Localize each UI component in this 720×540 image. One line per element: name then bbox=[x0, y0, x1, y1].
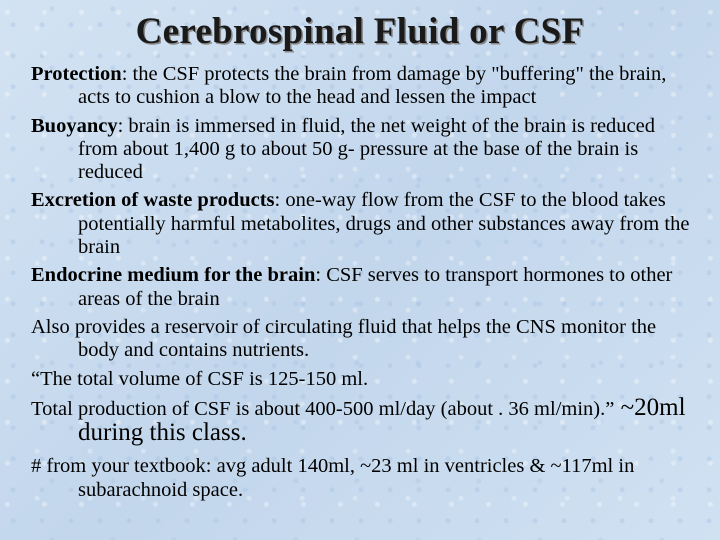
term-buoyancy: Buoyancy bbox=[31, 114, 118, 137]
term-protection: Protection bbox=[31, 63, 122, 85]
text-excretion: one-way flow from the CSF to the blood takes potentially harmful metabolites, drugs and other substances away from the brain bbox=[78, 189, 690, 259]
text-buoyancy: brain is immersed in fluid, the net weight of the brain is reduced from about 1,400 g to about 50 g- pressure at the base of the brain is reduced bbox=[78, 114, 655, 184]
term-separator: : bbox=[315, 264, 322, 287]
also-provides-text: Also provides a reservoir of circulating fluid that helps the CNS monitor the body and contains nutrients. bbox=[31, 315, 657, 362]
slide-title: Cerebrospinal Fluid or CSF bbox=[135, 11, 585, 52]
bullet-protection bbox=[31, 63, 691, 110]
text-protection: the CSF protects the brain from damage by "buffering" the brain, acts to cushion a blow to the head and lessen the impact bbox=[78, 63, 667, 109]
bullet-buoyancy bbox=[31, 115, 691, 185]
textbook-note: # from your textbook: avg adult 140ml, ~23 ml in ventricles & ~117ml in subarachnoid space. bbox=[31, 455, 635, 501]
bullet-excretion bbox=[31, 189, 691, 259]
term-separator: : bbox=[121, 63, 128, 85]
class-note: ~20ml during this class. bbox=[78, 393, 686, 447]
production-quote: Total production of CSF is about 400-500 ml/day (about . 36 ml/min).” bbox=[31, 397, 615, 420]
term-separator: : bbox=[274, 189, 281, 212]
total-volume-quote: “The total volume of CSF is 125-150 ml. bbox=[31, 367, 369, 390]
bullet-endocrine bbox=[31, 264, 691, 311]
term-separator: : bbox=[117, 114, 124, 137]
text-endocrine: CSF serves to transport hormones to other areas of the brain bbox=[78, 264, 673, 310]
term-endocrine: Endocrine medium for the brain bbox=[31, 264, 316, 287]
slide-body bbox=[31, 63, 691, 507]
total-production-text bbox=[31, 393, 691, 447]
term-excretion: Excretion of waste products bbox=[31, 189, 275, 212]
